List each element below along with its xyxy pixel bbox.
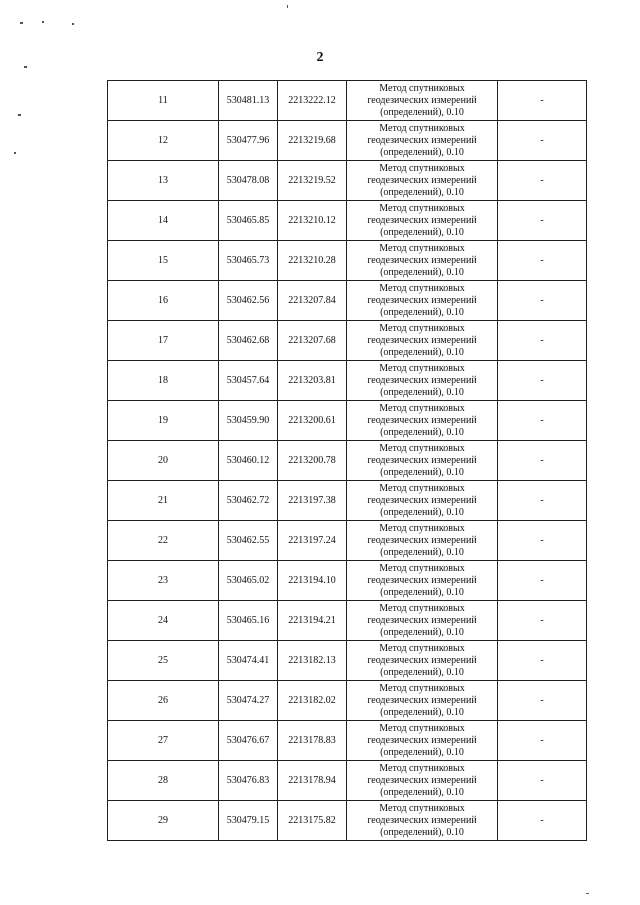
table-row xyxy=(108,161,587,201)
method-line: геодезических измерений xyxy=(367,734,477,746)
table-row xyxy=(108,81,587,121)
method-cell xyxy=(347,681,498,721)
method-cell xyxy=(347,361,498,401)
point-number-text: 18 xyxy=(158,374,168,386)
y-coordinate-text: 2213200.61 xyxy=(288,414,336,426)
point-number-text: 22 xyxy=(158,534,168,546)
point-number-text: 23 xyxy=(158,574,168,586)
y-coordinate-cell xyxy=(278,401,347,441)
x-coordinate-text: 530465.73 xyxy=(226,254,270,266)
method-cell xyxy=(347,721,498,761)
method-cell xyxy=(347,321,498,361)
note-text: - xyxy=(540,694,544,706)
table-row xyxy=(108,681,587,721)
method-line: геодезических измерений xyxy=(367,614,477,626)
point-number-text: 26 xyxy=(158,694,168,706)
x-coordinate-text: 530462.55 xyxy=(226,534,270,546)
point-number-text: 12 xyxy=(158,134,168,146)
method-line: (определений), 0.10 xyxy=(380,106,464,118)
point-number-text: 21 xyxy=(158,494,168,506)
method-cell xyxy=(347,281,498,321)
method-line: Метод спутниковых xyxy=(379,322,465,334)
table-row xyxy=(108,241,587,281)
method-cell xyxy=(347,561,498,601)
method-line: (определений), 0.10 xyxy=(380,506,464,518)
y-coordinate-text: 2213197.24 xyxy=(288,534,336,546)
method-line: геодезических измерений xyxy=(367,134,477,146)
point-number-cell xyxy=(108,161,219,201)
point-number-cell xyxy=(108,241,219,281)
table-row xyxy=(108,521,587,561)
y-coordinate-text: 2213178.83 xyxy=(288,734,336,746)
x-coordinate-cell xyxy=(219,81,278,121)
note-cell xyxy=(498,241,587,281)
method-line: (определений), 0.10 xyxy=(380,146,464,158)
note-cell xyxy=(498,601,587,641)
y-coordinate-cell xyxy=(278,801,347,841)
method-line: Метод спутниковых xyxy=(379,802,465,814)
method-line: (определений), 0.10 xyxy=(380,466,464,478)
table-row xyxy=(108,761,587,801)
x-coordinate-cell xyxy=(219,401,278,441)
table-row xyxy=(108,641,587,681)
point-number-cell xyxy=(108,721,219,761)
scan-speck xyxy=(42,21,44,23)
y-coordinate-cell xyxy=(278,121,347,161)
method-line: (определений), 0.10 xyxy=(380,546,464,558)
x-coordinate-cell xyxy=(219,441,278,481)
method-line: Метод спутниковых xyxy=(379,722,465,734)
point-number-text: 17 xyxy=(158,334,168,346)
coordinates-table xyxy=(107,80,587,841)
method-line: геодезических измерений xyxy=(367,814,477,826)
method-line: (определений), 0.10 xyxy=(380,586,464,598)
point-number-cell xyxy=(108,761,219,801)
method-line: Метод спутниковых xyxy=(379,362,465,374)
point-number-cell xyxy=(108,561,219,601)
method-cell xyxy=(347,441,498,481)
method-line: Метод спутниковых xyxy=(379,562,465,574)
point-number-cell xyxy=(108,601,219,641)
note-text: - xyxy=(540,334,544,346)
method-line: (определений), 0.10 xyxy=(380,186,464,198)
x-coordinate-cell xyxy=(219,681,278,721)
coordinates-table-body xyxy=(108,81,587,841)
method-line: (определений), 0.10 xyxy=(380,306,464,318)
point-number-text: 24 xyxy=(158,614,168,626)
x-coordinate-cell xyxy=(219,321,278,361)
method-cell xyxy=(347,761,498,801)
point-number-cell xyxy=(108,81,219,121)
method-line: геодезических измерений xyxy=(367,654,477,666)
y-coordinate-cell xyxy=(278,241,347,281)
x-coordinate-cell xyxy=(219,241,278,281)
table-row xyxy=(108,121,587,161)
y-coordinate-cell xyxy=(278,521,347,561)
method-line: Метод спутниковых xyxy=(379,522,465,534)
note-cell xyxy=(498,681,587,721)
method-line: (определений), 0.10 xyxy=(380,626,464,638)
method-line: геодезических измерений xyxy=(367,494,477,506)
scan-speck xyxy=(20,22,23,24)
point-number-text: 13 xyxy=(158,174,168,186)
method-line: (определений), 0.10 xyxy=(380,746,464,758)
y-coordinate-cell xyxy=(278,641,347,681)
y-coordinate-cell xyxy=(278,361,347,401)
y-coordinate-cell xyxy=(278,161,347,201)
note-text: - xyxy=(540,814,544,826)
note-cell xyxy=(498,521,587,561)
note-text: - xyxy=(540,574,544,586)
method-cell xyxy=(347,801,498,841)
point-number-cell xyxy=(108,681,219,721)
table-row xyxy=(108,361,587,401)
table-row xyxy=(108,801,587,841)
y-coordinate-cell xyxy=(278,321,347,361)
x-coordinate-text: 530479.15 xyxy=(226,814,270,826)
point-number-text: 11 xyxy=(158,94,168,106)
method-line: Метод спутниковых xyxy=(379,242,465,254)
y-coordinate-text: 2213194.21 xyxy=(288,614,336,626)
method-line: геодезических измерений xyxy=(367,374,477,386)
note-text: - xyxy=(540,174,544,186)
note-text: - xyxy=(540,374,544,386)
point-number-cell xyxy=(108,361,219,401)
note-cell xyxy=(498,801,587,841)
x-coordinate-cell xyxy=(219,121,278,161)
table-row xyxy=(108,281,587,321)
x-coordinate-text: 530481.13 xyxy=(226,94,270,106)
x-coordinate-text: 530474.41 xyxy=(226,654,270,666)
method-line: геодезических измерений xyxy=(367,454,477,466)
x-coordinate-text: 530465.85 xyxy=(226,214,270,226)
y-coordinate-cell xyxy=(278,201,347,241)
x-coordinate-text: 530477.96 xyxy=(226,134,270,146)
method-line: (определений), 0.10 xyxy=(380,786,464,798)
method-line: Метод спутниковых xyxy=(379,482,465,494)
method-line: Метод спутниковых xyxy=(379,122,465,134)
y-coordinate-text: 2213178.94 xyxy=(288,774,336,786)
note-text: - xyxy=(540,414,544,426)
method-line: геодезических измерений xyxy=(367,414,477,426)
scan-speck xyxy=(14,152,16,154)
x-coordinate-text: 530460.12 xyxy=(226,454,270,466)
x-coordinate-text: 530462.68 xyxy=(226,334,270,346)
point-number-cell xyxy=(108,201,219,241)
method-line: геодезических измерений xyxy=(367,694,477,706)
table-row xyxy=(108,401,587,441)
note-cell xyxy=(498,161,587,201)
y-coordinate-text: 2213207.68 xyxy=(288,334,336,346)
method-line: Метод спутниковых xyxy=(379,682,465,694)
table-row xyxy=(108,201,587,241)
method-line: геодезических измерений xyxy=(367,774,477,786)
method-cell xyxy=(347,641,498,681)
note-cell xyxy=(498,561,587,601)
note-text: - xyxy=(540,534,544,546)
point-number-cell xyxy=(108,281,219,321)
method-line: геодезических измерений xyxy=(367,214,477,226)
table-row xyxy=(108,441,587,481)
y-coordinate-cell xyxy=(278,441,347,481)
scan-speck xyxy=(287,5,288,8)
y-coordinate-text: 2213222.12 xyxy=(288,94,336,106)
note-text: - xyxy=(540,454,544,466)
x-coordinate-text: 530459.90 xyxy=(226,414,270,426)
x-coordinate-text: 530474.27 xyxy=(226,694,270,706)
x-coordinate-cell xyxy=(219,761,278,801)
x-coordinate-cell xyxy=(219,361,278,401)
note-cell xyxy=(498,201,587,241)
point-number-text: 16 xyxy=(158,294,168,306)
x-coordinate-cell xyxy=(219,161,278,201)
method-line: Метод спутниковых xyxy=(379,602,465,614)
y-coordinate-text: 2213203.81 xyxy=(288,374,336,386)
note-cell xyxy=(498,641,587,681)
x-coordinate-text: 530465.16 xyxy=(226,614,270,626)
y-coordinate-text: 2213207.84 xyxy=(288,294,336,306)
point-number-text: 14 xyxy=(158,214,168,226)
y-coordinate-cell xyxy=(278,601,347,641)
point-number-cell xyxy=(108,641,219,681)
point-number-text: 29 xyxy=(158,814,168,826)
point-number-cell xyxy=(108,481,219,521)
method-line: Метод спутниковых xyxy=(379,162,465,174)
method-cell xyxy=(347,601,498,641)
method-cell xyxy=(347,201,498,241)
method-line: (определений), 0.10 xyxy=(380,706,464,718)
note-text: - xyxy=(540,134,544,146)
point-number-cell xyxy=(108,321,219,361)
x-coordinate-text: 530476.67 xyxy=(226,734,270,746)
x-coordinate-text: 530462.56 xyxy=(226,294,270,306)
note-cell xyxy=(498,481,587,521)
method-line: Метод спутниковых xyxy=(379,442,465,454)
x-coordinate-cell xyxy=(219,801,278,841)
method-line: (определений), 0.10 xyxy=(380,666,464,678)
table-row xyxy=(108,321,587,361)
y-coordinate-cell xyxy=(278,721,347,761)
method-line: Метод спутниковых xyxy=(379,762,465,774)
note-text: - xyxy=(540,494,544,506)
method-cell xyxy=(347,241,498,281)
method-line: геодезических измерений xyxy=(367,294,477,306)
y-coordinate-text: 2213182.13 xyxy=(288,654,336,666)
x-coordinate-text: 530476.83 xyxy=(226,774,270,786)
scan-speck xyxy=(24,66,27,68)
note-text: - xyxy=(540,734,544,746)
method-line: Метод спутниковых xyxy=(379,282,465,294)
note-text: - xyxy=(540,614,544,626)
y-coordinate-text: 2213219.52 xyxy=(288,174,336,186)
method-cell xyxy=(347,401,498,441)
x-coordinate-cell xyxy=(219,201,278,241)
y-coordinate-text: 2213182.02 xyxy=(288,694,336,706)
x-coordinate-text: 530457.64 xyxy=(226,374,270,386)
method-cell xyxy=(347,81,498,121)
method-line: Метод спутниковых xyxy=(379,642,465,654)
method-cell xyxy=(347,481,498,521)
note-cell xyxy=(498,81,587,121)
method-line: (определений), 0.10 xyxy=(380,826,464,838)
y-coordinate-text: 2213200.78 xyxy=(288,454,336,466)
y-coordinate-cell xyxy=(278,81,347,121)
x-coordinate-cell xyxy=(219,641,278,681)
y-coordinate-text: 2213197.38 xyxy=(288,494,336,506)
x-coordinate-cell xyxy=(219,521,278,561)
y-coordinate-text: 2213210.12 xyxy=(288,214,336,226)
method-line: геодезических измерений xyxy=(367,94,477,106)
point-number-text: 28 xyxy=(158,774,168,786)
note-cell xyxy=(498,121,587,161)
y-coordinate-cell xyxy=(278,761,347,801)
y-coordinate-text: 2213194.10 xyxy=(288,574,336,586)
method-line: геодезических измерений xyxy=(367,534,477,546)
method-cell xyxy=(347,121,498,161)
x-coordinate-cell xyxy=(219,561,278,601)
y-coordinate-text: 2213175.82 xyxy=(288,814,336,826)
y-coordinate-cell xyxy=(278,561,347,601)
note-cell xyxy=(498,721,587,761)
y-coordinate-cell xyxy=(278,281,347,321)
x-coordinate-cell xyxy=(219,721,278,761)
method-line: геодезических измерений xyxy=(367,334,477,346)
y-coordinate-text: 2213210.28 xyxy=(288,254,336,266)
method-line: (определений), 0.10 xyxy=(380,346,464,358)
point-number-text: 19 xyxy=(158,414,168,426)
method-line: Метод спутниковых xyxy=(379,82,465,94)
point-number-text: 25 xyxy=(158,654,168,666)
note-cell xyxy=(498,321,587,361)
point-number-cell xyxy=(108,121,219,161)
note-text: - xyxy=(540,214,544,226)
method-line: геодезических измерений xyxy=(367,174,477,186)
x-coordinate-text: 530465.02 xyxy=(226,574,270,586)
method-line: (определений), 0.10 xyxy=(380,426,464,438)
method-line: Метод спутниковых xyxy=(379,202,465,214)
method-line: (определений), 0.10 xyxy=(380,226,464,238)
method-line: геодезических измерений xyxy=(367,574,477,586)
y-coordinate-cell xyxy=(278,681,347,721)
note-text: - xyxy=(540,254,544,266)
note-cell xyxy=(498,761,587,801)
x-coordinate-text: 530462.72 xyxy=(226,494,270,506)
page-number: 2 xyxy=(316,50,324,65)
method-line: (определений), 0.10 xyxy=(380,386,464,398)
method-cell xyxy=(347,161,498,201)
point-number-cell xyxy=(108,521,219,561)
note-text: - xyxy=(540,774,544,786)
x-coordinate-cell xyxy=(219,481,278,521)
scan-speck xyxy=(72,23,74,25)
method-line: геодезических измерений xyxy=(367,254,477,266)
x-coordinate-cell xyxy=(219,601,278,641)
point-number-cell xyxy=(108,801,219,841)
point-number-cell xyxy=(108,401,219,441)
x-coordinate-cell xyxy=(219,281,278,321)
scan-speck xyxy=(586,893,589,894)
method-line: (определений), 0.10 xyxy=(380,266,464,278)
note-cell xyxy=(498,441,587,481)
y-coordinate-cell xyxy=(278,481,347,521)
note-cell xyxy=(498,281,587,321)
note-cell xyxy=(498,361,587,401)
method-cell xyxy=(347,521,498,561)
note-text: - xyxy=(540,654,544,666)
table-row xyxy=(108,601,587,641)
scan-speck xyxy=(18,114,21,116)
point-number-text: 27 xyxy=(158,734,168,746)
note-cell xyxy=(498,401,587,441)
point-number-text: 20 xyxy=(158,454,168,466)
point-number-text: 15 xyxy=(158,254,168,266)
table-row xyxy=(108,721,587,761)
note-text: - xyxy=(540,94,544,106)
note-text: - xyxy=(540,294,544,306)
table-row xyxy=(108,481,587,521)
table-row xyxy=(108,561,587,601)
x-coordinate-text: 530478.08 xyxy=(226,174,270,186)
point-number-cell xyxy=(108,441,219,481)
y-coordinate-text: 2213219.68 xyxy=(288,134,336,146)
method-line: Метод спутниковых xyxy=(379,402,465,414)
